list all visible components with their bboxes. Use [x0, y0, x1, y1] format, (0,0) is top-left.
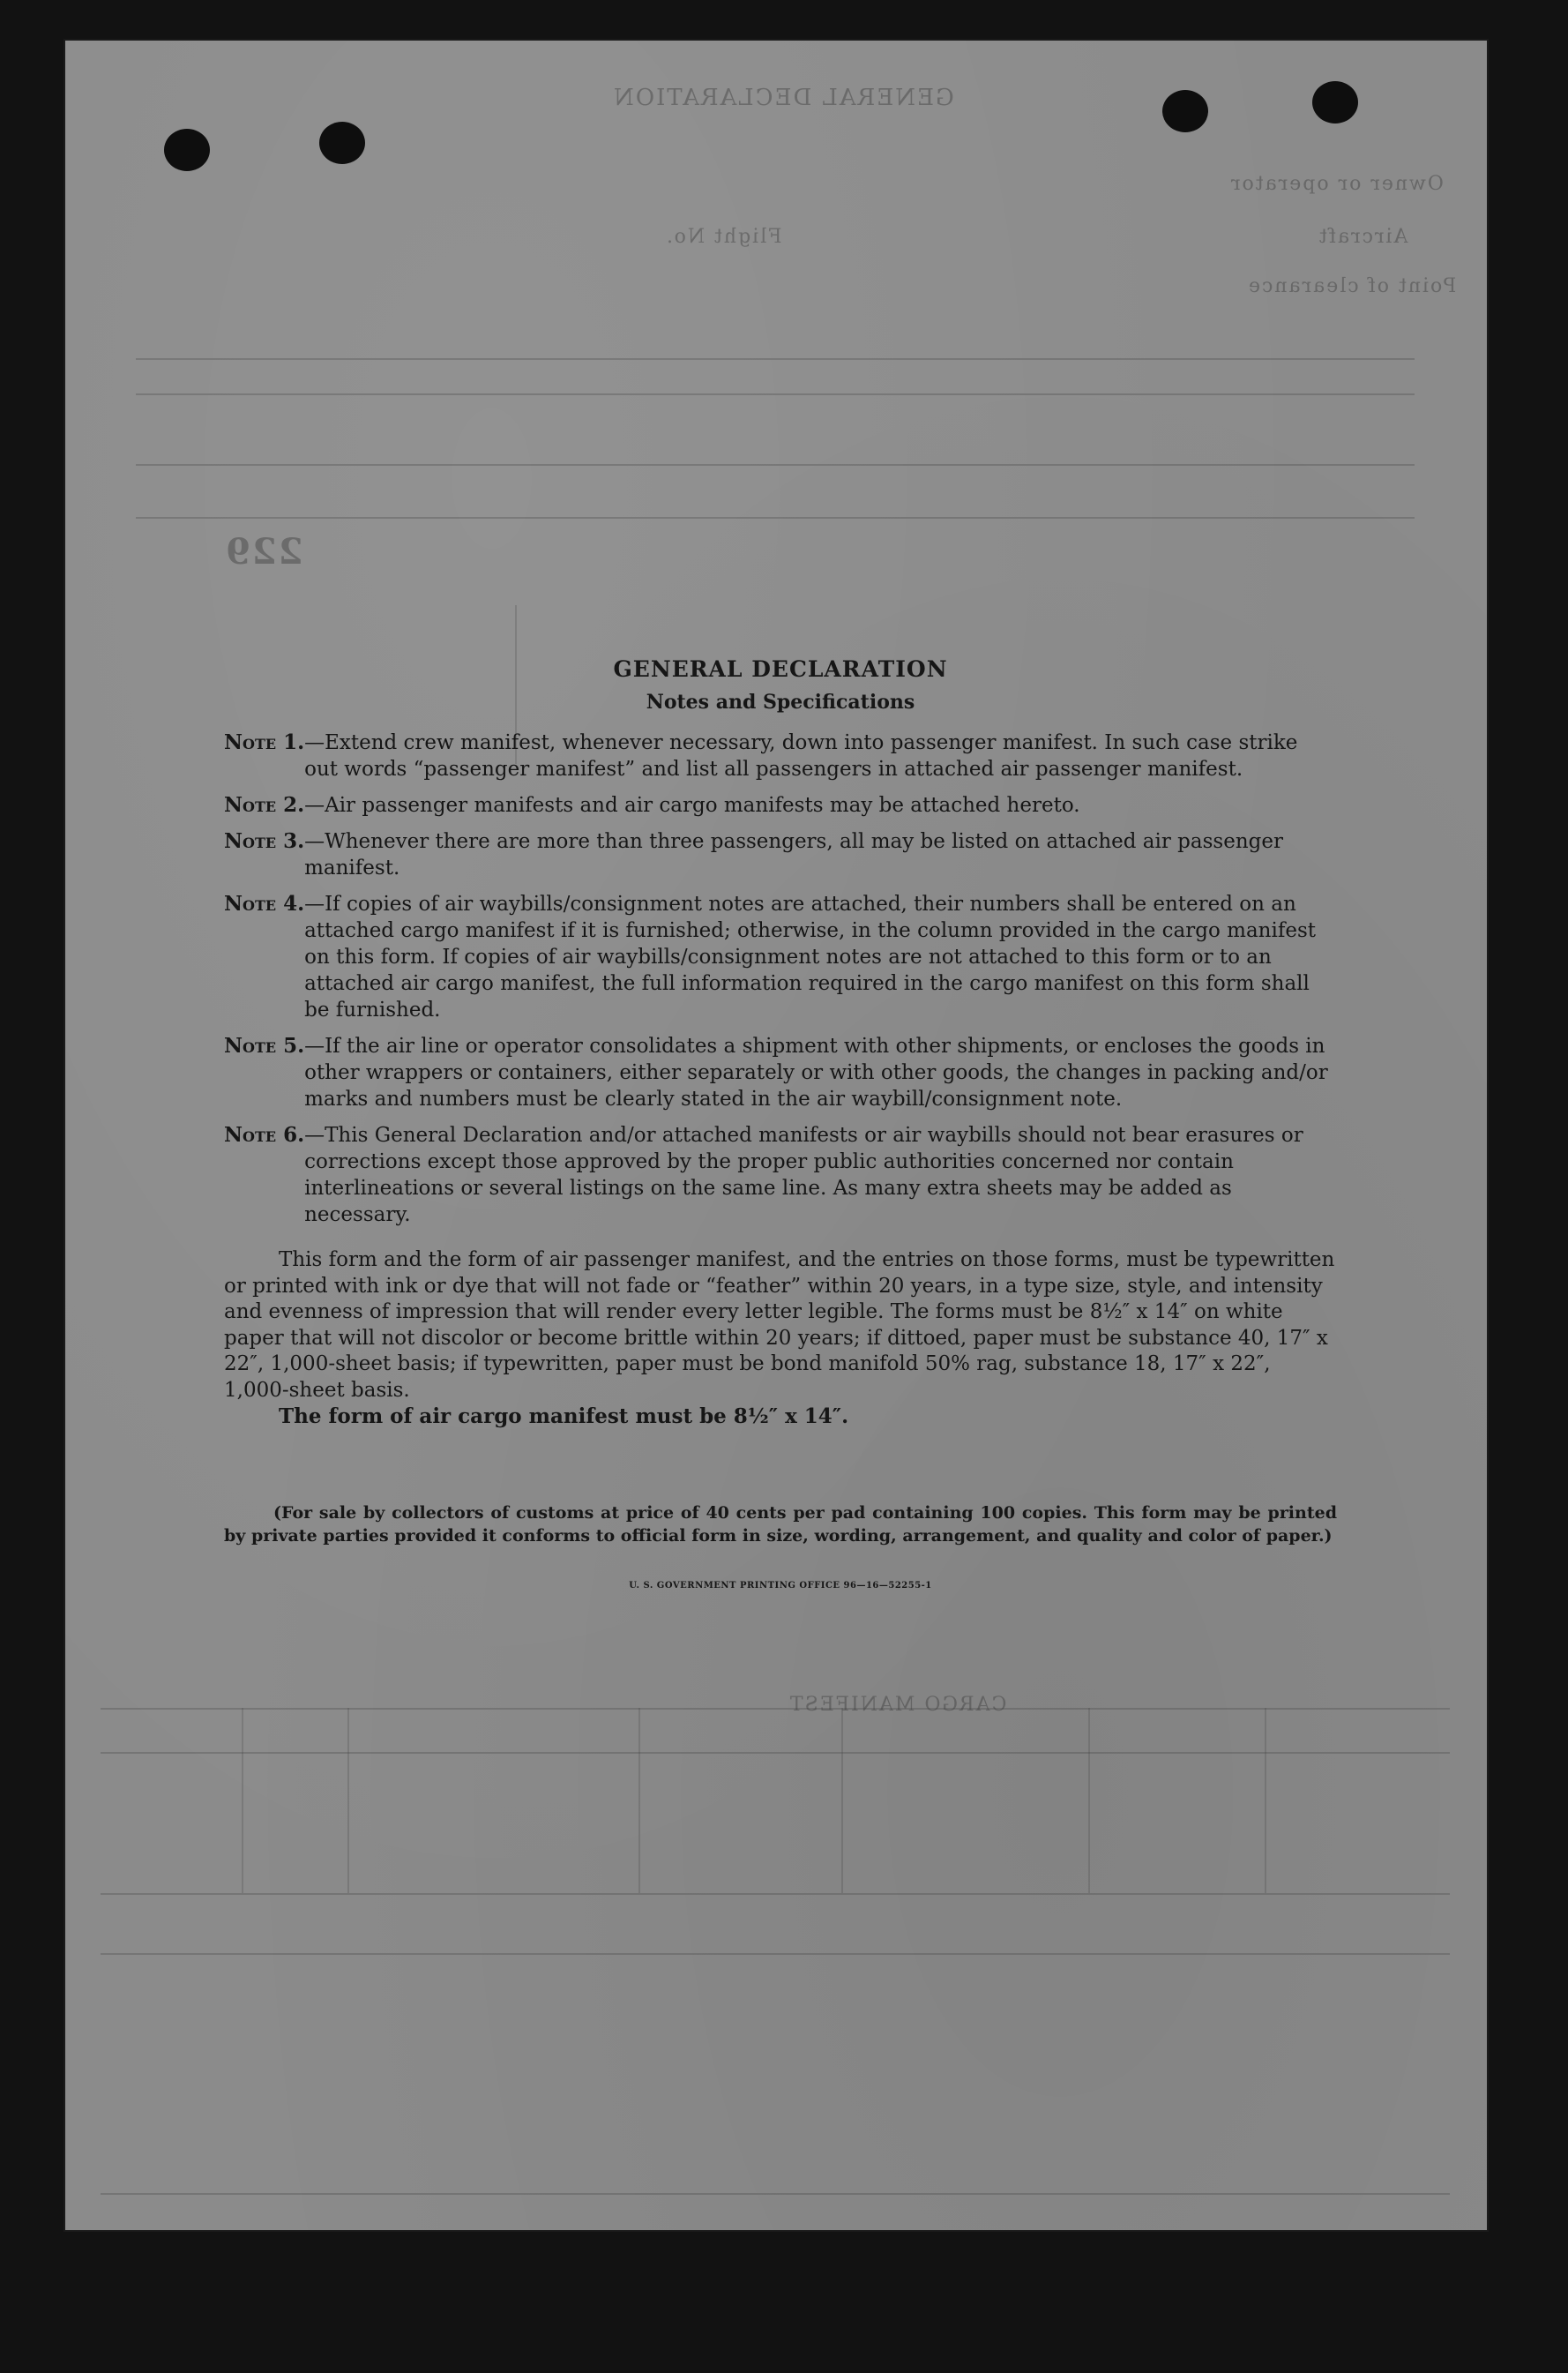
show-through-stamp-number: 229	[224, 531, 303, 573]
printer-line: U. S. GOVERNMENT PRINTING OFFICE 96—16—52255-1	[629, 1581, 932, 1591]
note-label: Note 5.	[224, 1034, 305, 1058]
show-through-point-label: Point of clearance	[1247, 275, 1457, 297]
ghost-column-rule	[841, 1708, 843, 1893]
note-6	[224, 1122, 1337, 1228]
note-label: Note 6.	[224, 1123, 305, 1147]
sale-notice: (For sale by collectors of customs at price of 40 cents per pad containing 100 copies. This form may be printed by private parties provided it conforms to official form in size, wording, arrangement, and quality and color of paper.)	[224, 1503, 1337, 1546]
ghost-column-rule	[1265, 1708, 1266, 1893]
note-text: —This General Declaration and/or attached manifests or air waybills should not bear erasures or corrections except those approved by the proper public authorities concerned nor contain interlineations or several listings on the same line. As many extra sheets may be added as necessary.	[304, 1124, 1303, 1226]
ghost-column-rule	[1088, 1708, 1090, 1893]
note-text: —If copies of air waybills/consignment notes are attached, their numbers shall be entered on an attached cargo manifest if it is furnished; otherwise, in the column provided in the cargo manifest on this form. If copies of air waybills/consignment notes are not attached to this form or to an attached air cargo manifest, the full information required in the cargo manifest on this form shall be furnished.	[304, 893, 1316, 1022]
ghost-rule	[101, 1893, 1450, 1895]
punch-hole	[164, 129, 210, 171]
show-through-flight-label: Flight No.	[665, 226, 782, 248]
note-text: —Air passenger manifests and air cargo manifests may be attached hereto.	[304, 794, 1080, 817]
note-text: —If the air line or operator consolidates a shipment with other shipments, or encloses the goods in other wrappers or containers, either separately or with other goods, the changes in packing and/or marks and numbers must be clearly stated in the air waybill/consignment note.	[304, 1035, 1328, 1111]
show-through-cargo-manifest: CARGO MANIFEST	[788, 1694, 1007, 1716]
notes-and-specifications	[224, 656, 1337, 1591]
show-through-owner-label: Owner or operator	[1229, 173, 1444, 195]
ghost-column-rule	[347, 1708, 349, 1893]
note-label: Note 4.	[224, 892, 305, 916]
ghost-column-rule	[242, 1708, 243, 1893]
note-label: Note 3.	[224, 829, 305, 853]
note-text: —Extend crew manifest, whenever necessary, down into passenger manifest. In such case strike out words “passenger manifest” and list all passengers in attached air passenger manifest.	[304, 731, 1298, 781]
note-5	[224, 1033, 1337, 1112]
document-subtitle: Notes and Specifications	[646, 691, 915, 714]
note-1	[224, 730, 1337, 782]
note-text: —Whenever there are more than three passengers, all may be listed on attached air passenger manifest.	[304, 830, 1283, 880]
show-through-aircraft-label: Aircraft	[1318, 226, 1408, 248]
ghost-column-rule	[638, 1708, 640, 1893]
form-specification: This form and the form of air passenger manifest, and the entries on those forms, must be typewritten or printed with ink or dye that will not fade or “feather” within 20 years, in a type size, style, and intensity and evenness of impression that will render every letter legible. The forms must be 8½″ x 14″ on white paper that will not discolor or become brittle within 20 years; if dittoed, paper must be substance 40, 17″ x 22″, 1,000-sheet basis; if typewritten, paper must be bond manifold 50% rag, substance 18, 17″ x 22″, 1,000-sheet basis.	[224, 1248, 1335, 1402]
document-title: GENERAL DECLARATION	[613, 656, 948, 682]
punch-hole	[319, 122, 365, 164]
punch-hole	[1162, 90, 1208, 132]
ghost-rule	[101, 1708, 1450, 1710]
ghost-rule	[101, 2193, 1450, 2195]
ghost-rule	[136, 464, 1415, 466]
ghost-rule	[136, 358, 1415, 360]
show-through-header: GENERAL DECLARATION	[612, 85, 954, 111]
ghost-rule	[136, 393, 1415, 395]
cargo-form-size: The form of air cargo manifest must be 8½″ x 14″.	[279, 1404, 849, 1428]
note-label: Note 1.	[224, 730, 305, 754]
punch-hole	[1312, 81, 1358, 124]
note-4	[224, 891, 1337, 1023]
note-label: Note 2.	[224, 793, 305, 817]
ghost-rule	[136, 517, 1415, 519]
note-2	[224, 792, 1337, 819]
note-3	[224, 828, 1337, 881]
ghost-rule	[101, 1953, 1450, 1955]
ghost-rule	[101, 1752, 1450, 1754]
